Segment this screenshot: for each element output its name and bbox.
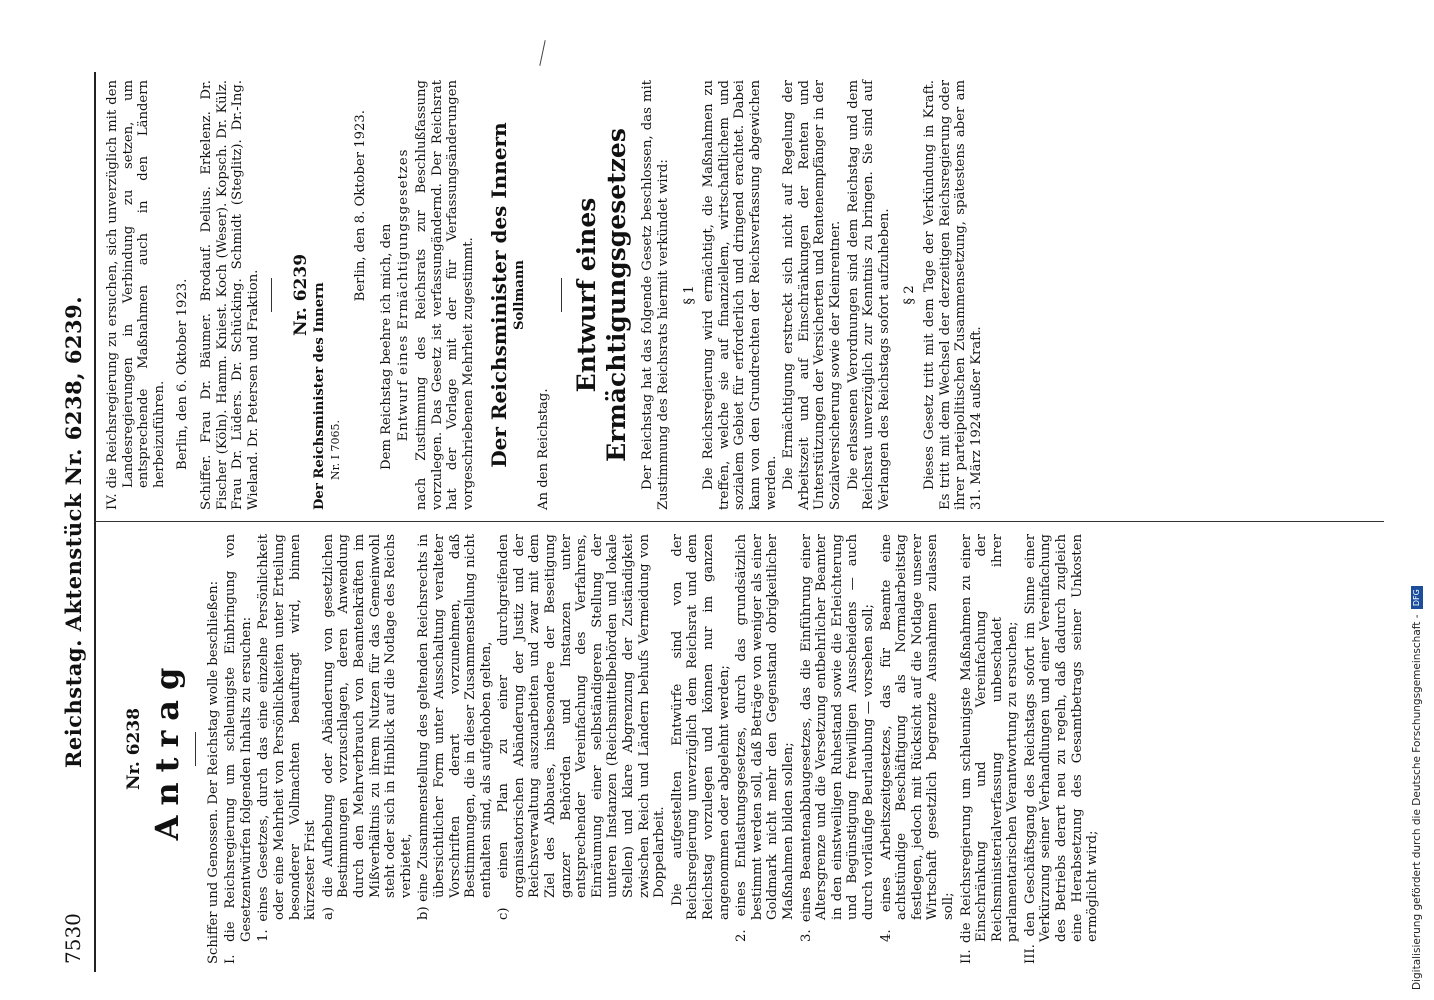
motion-item-II: II. die Reichsregierung um schleunigste Maßnahmen zu einer Einschränkung und Vereinfachung der Reichsministerialverfassung unbeschadet ihrer parlamentarischen Verantwortung zu ersuchen;: [958, 534, 1021, 964]
page-title: Reichstag. Aktenstück Nr. 6238, 6239.: [61, 295, 86, 769]
draft-law-title: Entwurf eines Ermächtigungsgesetzes: [572, 128, 632, 462]
motion-item-1c: c) einen Plan zu einer durchgreifenden organisatorischen Abänderung der Justiz und der Reichsverwaltung auszuarbeiten und zwar mit dem Ziel des Abbaues, insbesondere der Beseitigung ganzer Behörden und Instanzen unter entsprechender Vereinfachung des Verfahrens, Einräumung einer selbständigeren Stellung der unteren Instanzen (Reichsmittelbehörden und lokale Stellen) und klare Abgrenzung der Zuständigkeit zwischen Reich und Ländern behufs Vermeidung von Doppelarbeit.: [496, 534, 668, 920]
motion-item-3: 3. eines Beamtenabbaugesetzes, das die Einführung einer Altersgrenze und die Versetzung entbehrlicher Beamter in den einstweiligen Ruhestand sowie die Erleichterung und Begünstigung freiwilligen Ausscheidens — auch durch vorläufige Beurlaubung — vorsehen soll;: [798, 534, 876, 942]
motion-intro: Schiffer und Genossen. Der Reichstag wolle beschließen:: [205, 580, 221, 964]
addressee: An den Reichstag.: [535, 388, 551, 510]
motion-item-1a: a) die Aufhebung oder Abänderung von gesetzlichen Bestimmungen vorzuschlagen, deren Anwendung durch den Mehrverbrauch von Beamtenkräften im Mißverhältnis zu ihrem Nutzen für das Gemeinwohl steht oder sich in Hinblick auf die Notlage des Reichs verbietet,: [320, 534, 414, 920]
sender-line: Der Reichsminister des Innern: [311, 282, 327, 510]
reference-number: Nr. I 7065.: [328, 419, 342, 480]
letter-body: nach Zustimmung des Reichsrats zur Beschlußfassung vorzulegen. Das Gesetz ist verfassungändernd. Der Reichsrat hat der Vorlage mit der für Verfassungsänderungen vorgeschriebenen Mehrheit zugestimmt.: [413, 80, 476, 510]
draft-preamble: Der Reichstag hat das folgende Gesetz beschlossen, das mit Zustimmung des Reichsrats hiermit verkündet wird:: [640, 80, 672, 510]
section-2-heading: § 2: [902, 285, 918, 305]
motion-item-4: 4. eines Arbeitszeitgesetzes, das für Beamte eine achtstündige Beschäftigung als Normalarbeitstag festlegen, jedoch mit Rücksicht auf die Notlage unserer Wirtschaft gesetzlich begrenzte Ausnahmen zulassen soll;: [878, 534, 956, 942]
signer-name: Sollmann: [512, 260, 528, 331]
right-column: [105, 80, 986, 510]
section-1-heading: § 1: [681, 285, 697, 305]
column-divider: [94, 521, 1384, 522]
digitization-note: [1400, 0, 1434, 1000]
motion-item-1: 1. eines Gesetzes, durch das eine einzelne Persönlichkeit oder eine Mehrheit von Persönlichkeiten unter Erteilung besonderer Vollmachten beauftragt wird, binnen kürzester Frist: [256, 534, 319, 942]
dfg-badge: DFG: [1411, 586, 1423, 609]
motion-item-2: 2. eines Entlastungsgesetzes, durch das grundsätzlich bestimmt werden soll, daß Beträge von weniger als einer Goldmark nicht mehr den Gegenstand obrigkeitlicher Maßnahmen bilden sollen;: [734, 534, 796, 942]
motion-item-1c-note: Die aufgestellten Entwürfe sind von der Reichsregierung unverzüglich dem Reichsrat und dem Reichstag vorzulegen und können nur im ganzen angenommen oder abgelehnt werden;: [669, 534, 732, 920]
left-column: [105, 534, 1103, 964]
digitization-text: Digitalisierung gefördert durch die Deutsche Forschungsgemeinschaft -: [1411, 614, 1423, 990]
motion-item-III: III. den Geschäftsgang des Reichstags sofort im Sinne einer Verkürzung seiner Verhandlungen und einer Vereinfachung des Betriebs derart neu zu regeln, daß dadurch zugleich eine Herabsetzung des Gesamtbetrags seiner Unkosten ermöglicht wird;: [1022, 534, 1101, 964]
letter-line-2: Entwurf eines Ermächtigungsgesetzes: [396, 148, 412, 442]
motion-item-I: I. die Reichsregierung um schleunigste Einbringung von Gesetzentwürfen folgenden Inhalts zu ersuchen:: [223, 534, 254, 964]
scanned-document-page: [0, 40, 1400, 1000]
short-rule: [561, 278, 562, 312]
document-number-6239: Nr. 6239: [291, 253, 312, 337]
document-number-6238: Nr. 6238: [124, 707, 144, 791]
header-rule: [94, 72, 96, 972]
motion-item-IV: IV. die Reichsregierung zu ersuchen, sich unverzüglich mit den Landesregierungen in Verbindung zu setzen, um entsprechende Maßnahmen auch in den Ländern herbeizuführen.: [105, 80, 167, 510]
section-1-paragraph-3: Die erlassenen Verordnungen sind dem Reichstag und dem Reichsrat unverzüglich zur Kenntnis zu bringen. Sie sind auf Verlangen des Reichstags sofort aufzuheben.: [845, 80, 892, 510]
signatories: Schiffer. Frau Dr. Bäumer. Brodauf. Delius. Erkelenz. Dr. Fischer (Köln). Hamm. Kniest. Koch (Weser). Kopsch. Dr. Külz. Frau Dr. Lüders. Dr. Schücking. Schmidt (Steglitz). Dr.-Ing. Wieland. Dr. Petersen und Fraktion.: [198, 80, 261, 510]
antrag-heading: Antrag: [147, 657, 186, 841]
letter-date: Berlin, den 8. Oktober 1923.: [353, 110, 369, 302]
motion-date: Berlin, den 6. Oktober 1923.: [175, 278, 191, 470]
short-rule: [195, 732, 196, 766]
short-rule: [271, 278, 272, 312]
page-number: 7530: [61, 913, 85, 964]
letter-line-1: Dem Reichstag beehre ich mich, den: [378, 223, 394, 470]
section-1-paragraph-2: Die Ermächtigung erstreckt sich nicht auf Regelung der Arbeitszeit und auf Einschränkungen der Renten und Unterstützungen der Versicherten und Rentenempfänger in der Sozialversicherung sowie der Kleinrentner.: [781, 80, 843, 510]
motion-item-1b: b) eine Zusammenstellung des geltenden Reichsrechts in übersichtlicher Form unter Ausschaltung veralteter Vorschriften derart vorzunehmen, daß Bestimmungen, die in dieser Zusammenstellung nicht enthalten sind, als aufgehoben gelten,: [416, 534, 494, 920]
signer-title: Der Reichsminister des Innern: [487, 122, 512, 468]
section-2-paragraph-1: Dieses Gesetz tritt mit dem Tage der Verkündung in Kraft. Es tritt mit dem Wechsel der derzeitigen Reichsregierung oder ihrer parteipolitischen Zusammensetzung, spätestens aber am 31. März 1924 außer Kraft.: [921, 80, 984, 510]
section-1-paragraph-1: Die Reichsregierung wird ermächtigt, die Maßnahmen zu treffen, welche sie auf finanziellem, wirtschaftlichem und sozialem Gebiet für erforderlich und dringend erachtet. Dabei kann von den Grundrechten der Reichsverfassung abgewichen werden.: [701, 80, 779, 510]
